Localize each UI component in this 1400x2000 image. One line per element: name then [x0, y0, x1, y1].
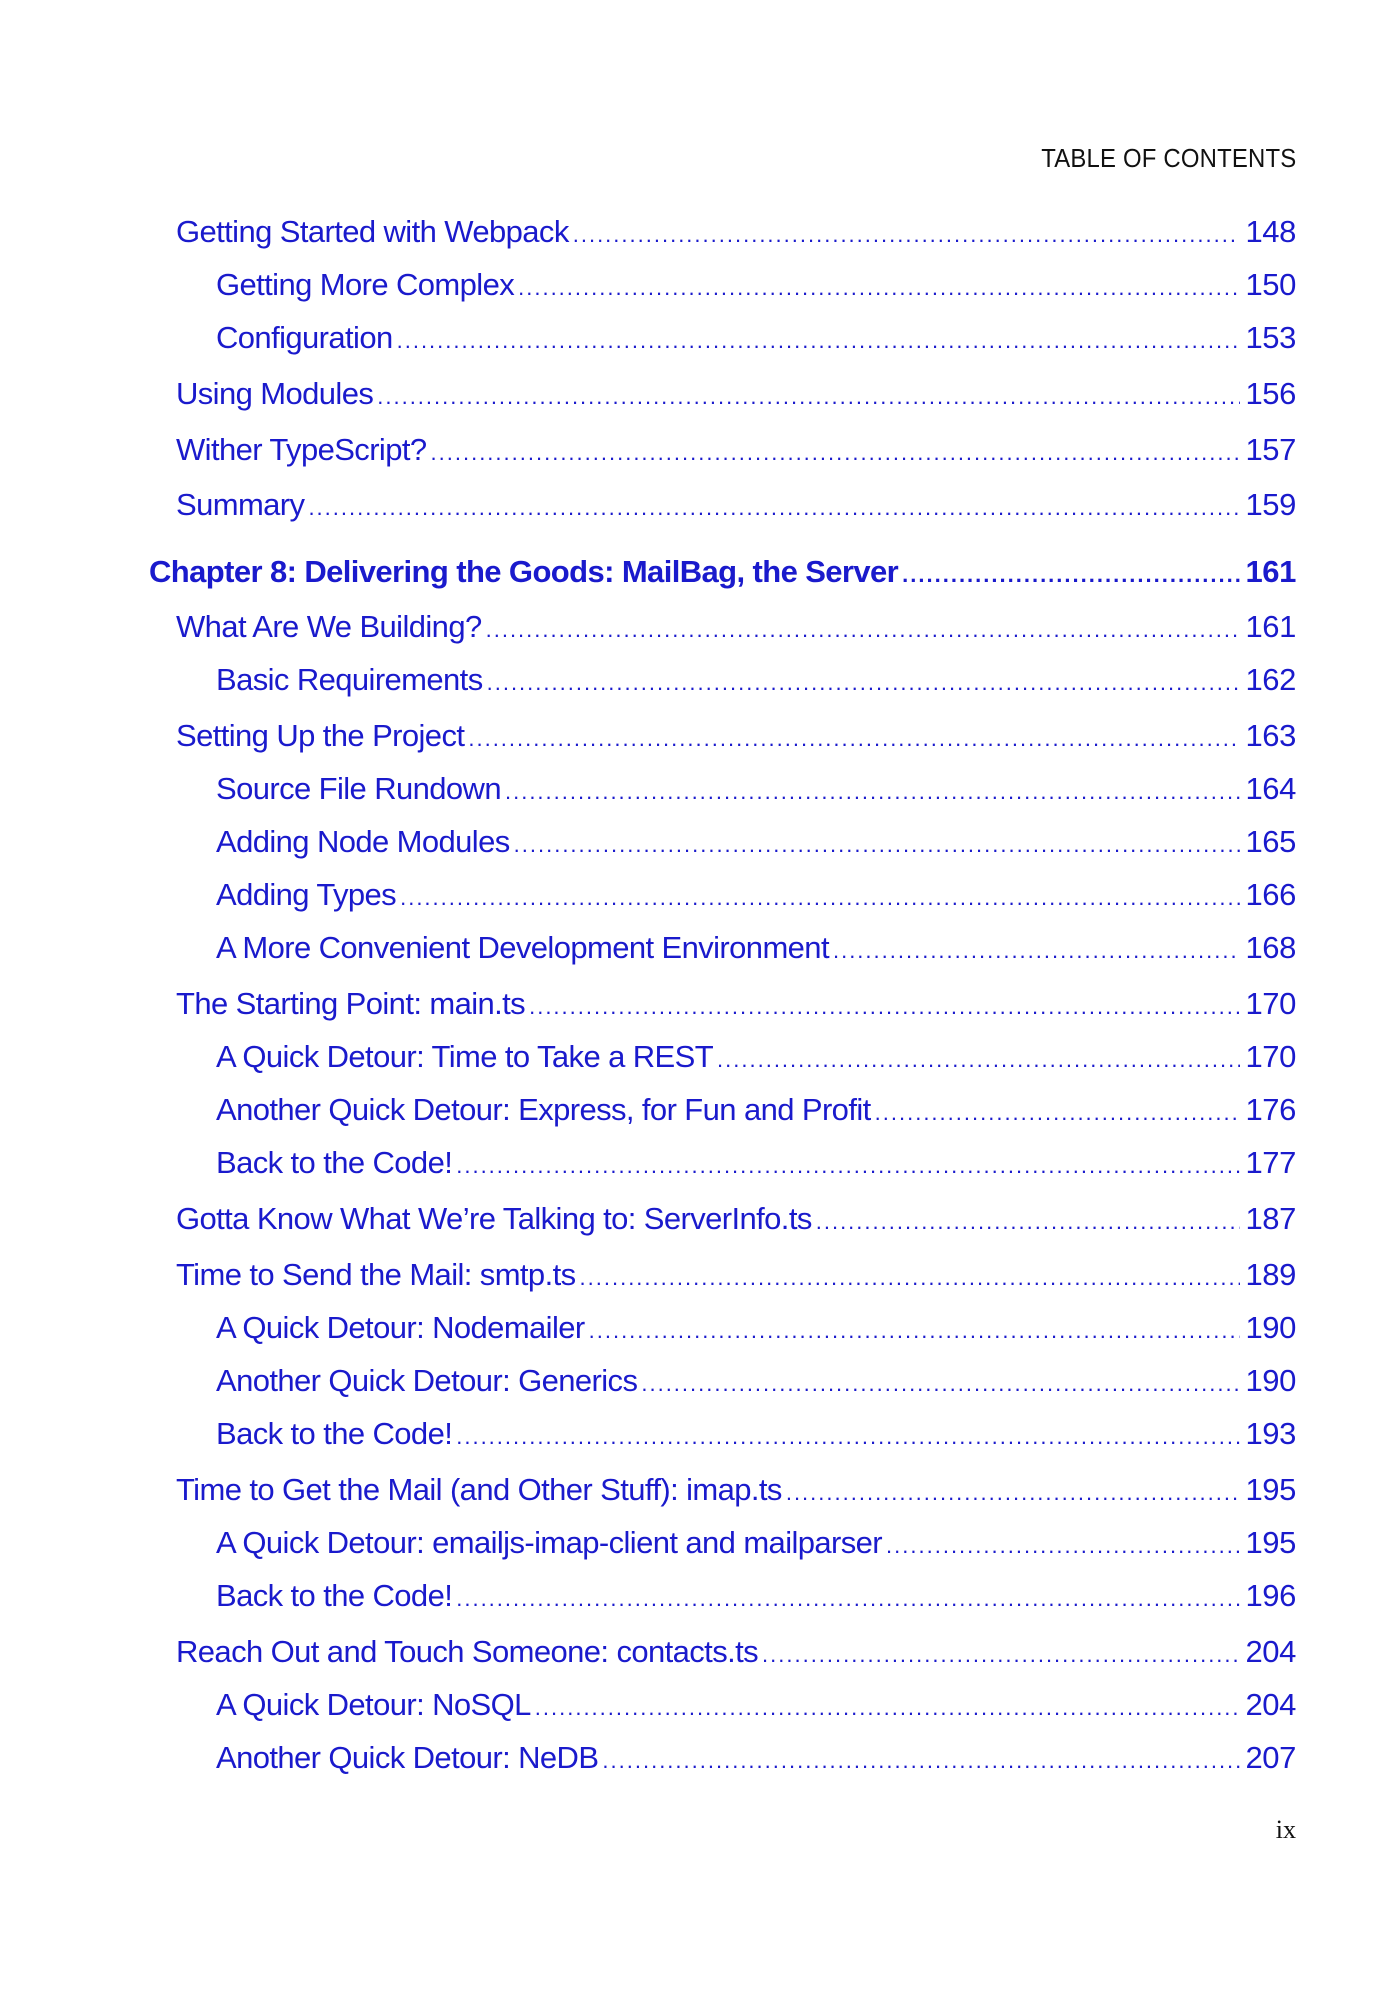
toc-entry-page: 195: [1245, 1525, 1296, 1560]
toc-entry-title: Summary: [176, 487, 305, 522]
toc-entry-page: 204: [1245, 1687, 1296, 1722]
toc-entry-title: Adding Types: [216, 877, 397, 912]
toc-dot-leader: [308, 488, 1240, 528]
toc-entry[interactable]: [0, 430, 1296, 473]
toc-dot-leader: [602, 1741, 1240, 1781]
toc-entry-title: Reach Out and Touch Someone: contacts.ts: [176, 1634, 759, 1669]
toc-dot-leader: [514, 825, 1240, 865]
toc-entry-title: Basic Requirements: [216, 662, 483, 697]
toc-entry[interactable]: [0, 212, 1296, 255]
toc-entry[interactable]: [0, 485, 1296, 528]
toc-dot-leader: [456, 1146, 1240, 1186]
toc-entry[interactable]: [0, 660, 1296, 703]
toc-entry-page: 170: [1245, 1039, 1296, 1074]
toc-entry-page: 187: [1245, 1201, 1296, 1236]
toc-entry-title: The Starting Point: main.ts: [176, 986, 526, 1021]
toc-entry-title: Back to the Code!: [216, 1145, 453, 1180]
toc-entry-page: 189: [1245, 1257, 1296, 1292]
toc-entry[interactable]: [0, 875, 1296, 918]
toc-entry-title: Gotta Know What We’re Talking to: ServerInfo.ts: [176, 1201, 812, 1236]
toc-entry-page: 161: [1245, 554, 1296, 589]
toc-entry-title: Chapter 8: Delivering the Goods: MailBag, the Server: [149, 554, 899, 589]
toc-entry-page: 156: [1245, 376, 1296, 411]
toc-entry[interactable]: [0, 928, 1296, 971]
running-header: TABLE OF CONTENTS: [1040, 143, 1296, 173]
toc-entry[interactable]: [0, 1738, 1296, 1781]
toc-chapter-entry[interactable]: [0, 552, 1296, 595]
toc-entry-title: Another Quick Detour: NeDB: [216, 1740, 599, 1775]
toc-dot-leader: [486, 610, 1240, 650]
toc-entry[interactable]: [0, 1308, 1296, 1351]
toc-entry-title: A Quick Detour: Nodemailer: [216, 1310, 585, 1345]
toc-entry-page: 195: [1245, 1472, 1296, 1507]
toc-entry-title: A Quick Detour: emailjs-imap-client and mailparser: [216, 1525, 883, 1560]
toc-entry-page: 161: [1245, 609, 1296, 644]
toc-dot-leader: [833, 931, 1240, 971]
toc-entry-title: A More Convenient Development Environment: [216, 930, 829, 965]
toc-entry-title: Getting More Complex: [216, 267, 515, 302]
toc-entry-title: Setting Up the Project: [176, 718, 465, 753]
toc-entry-title: Wither TypeScript?: [176, 432, 427, 467]
toc-dot-leader: [456, 1417, 1240, 1457]
toc-entry-page: 177: [1245, 1145, 1296, 1180]
toc-entry[interactable]: [0, 374, 1296, 417]
toc-entry-page: 164: [1245, 771, 1296, 806]
toc-dot-leader: [397, 321, 1240, 361]
toc-entry[interactable]: [0, 1255, 1296, 1298]
toc-entry-page: 190: [1245, 1310, 1296, 1345]
toc-entry-page: 153: [1245, 320, 1296, 355]
toc-entry-title: A Quick Detour: NoSQL: [216, 1687, 531, 1722]
toc-entry[interactable]: [0, 1470, 1296, 1513]
toc-entry-page: 204: [1245, 1634, 1296, 1669]
toc-entry[interactable]: [0, 1037, 1296, 1080]
toc-entry[interactable]: [0, 1199, 1296, 1242]
toc-dot-leader: [580, 1258, 1240, 1298]
toc-entry-title: Source File Rundown: [216, 771, 501, 806]
toc-entry-page: 176: [1245, 1092, 1296, 1127]
toc-entry-page: 162: [1245, 662, 1296, 697]
toc-dot-leader: [505, 772, 1240, 812]
page-number: ix: [1275, 1815, 1296, 1844]
toc-dot-leader: [431, 433, 1240, 473]
toc-dot-leader: [518, 268, 1240, 308]
toc-dot-leader: [816, 1202, 1240, 1242]
toc-entry-title: Another Quick Detour: Express, for Fun and Profit: [216, 1092, 871, 1127]
toc-entry-page: 148: [1245, 214, 1296, 249]
toc-entry-title: Back to the Code!: [216, 1416, 453, 1451]
toc-dot-leader: [487, 663, 1240, 703]
toc-entry-page: 207: [1245, 1740, 1296, 1775]
toc-dot-leader: [400, 878, 1240, 918]
toc-entry-title: Back to the Code!: [216, 1578, 453, 1613]
toc-entry[interactable]: [0, 1685, 1296, 1728]
toc-entry-title: A Quick Detour: Time to Take a REST: [216, 1039, 714, 1074]
toc-entry[interactable]: [0, 265, 1296, 308]
toc-entry-page: 159: [1245, 487, 1296, 522]
toc-entry[interactable]: [0, 1361, 1296, 1404]
toc-entry-title: Getting Started with Webpack: [176, 214, 569, 249]
toc-entry-page: 157: [1245, 432, 1296, 467]
toc-dot-leader: [589, 1311, 1240, 1351]
toc-entry-title: Using Modules: [176, 376, 374, 411]
toc-entry-page: 193: [1245, 1416, 1296, 1451]
toc-entry[interactable]: [0, 1143, 1296, 1186]
toc-entry-page: 196: [1245, 1578, 1296, 1613]
toc-dot-leader: [573, 215, 1240, 255]
toc-dot-leader: [902, 555, 1240, 595]
toc-dot-leader: [886, 1526, 1240, 1566]
toc-entry-title: Time to Send the Mail: smtp.ts: [176, 1257, 576, 1292]
toc-entry[interactable]: [0, 607, 1296, 650]
toc-dot-leader: [377, 377, 1240, 417]
toc-entry-page: 190: [1245, 1363, 1296, 1398]
toc-dot-leader: [641, 1364, 1240, 1404]
toc-entry-title: Another Quick Detour: Generics: [216, 1363, 638, 1398]
toc-dot-leader: [468, 719, 1240, 759]
toc-entry-title: What Are We Building?: [176, 609, 482, 644]
toc-entry[interactable]: [0, 716, 1296, 759]
toc-entry[interactable]: [0, 1632, 1296, 1675]
toc-dot-leader: [762, 1635, 1240, 1675]
toc-entry[interactable]: [0, 769, 1296, 812]
toc-dot-leader: [456, 1579, 1240, 1619]
toc-entry-title: Adding Node Modules: [216, 824, 510, 859]
toc-entry-title: Time to Get the Mail (and Other Stuff): imap.ts: [176, 1472, 782, 1507]
toc-dot-leader: [717, 1040, 1240, 1080]
toc-entry[interactable]: [0, 984, 1296, 1027]
toc-entry-page: 165: [1245, 824, 1296, 859]
toc-dot-leader: [535, 1688, 1240, 1728]
toc-entry-page: 163: [1245, 718, 1296, 753]
toc-entry[interactable]: [0, 822, 1296, 865]
toc-entry-page: 168: [1245, 930, 1296, 965]
toc-entry[interactable]: [0, 1576, 1296, 1619]
toc-entry-title: Configuration: [216, 320, 393, 355]
toc-entry[interactable]: [0, 318, 1296, 361]
toc-dot-leader: [529, 987, 1240, 1027]
toc-entry-page: 170: [1245, 986, 1296, 1021]
toc-dot-leader: [875, 1093, 1240, 1133]
toc-entry[interactable]: [0, 1414, 1296, 1457]
toc-entry-page: 166: [1245, 877, 1296, 912]
toc-entry[interactable]: [0, 1090, 1296, 1133]
toc-entry-page: 150: [1245, 267, 1296, 302]
toc-dot-leader: [786, 1473, 1240, 1513]
toc-entry[interactable]: [0, 1523, 1296, 1566]
